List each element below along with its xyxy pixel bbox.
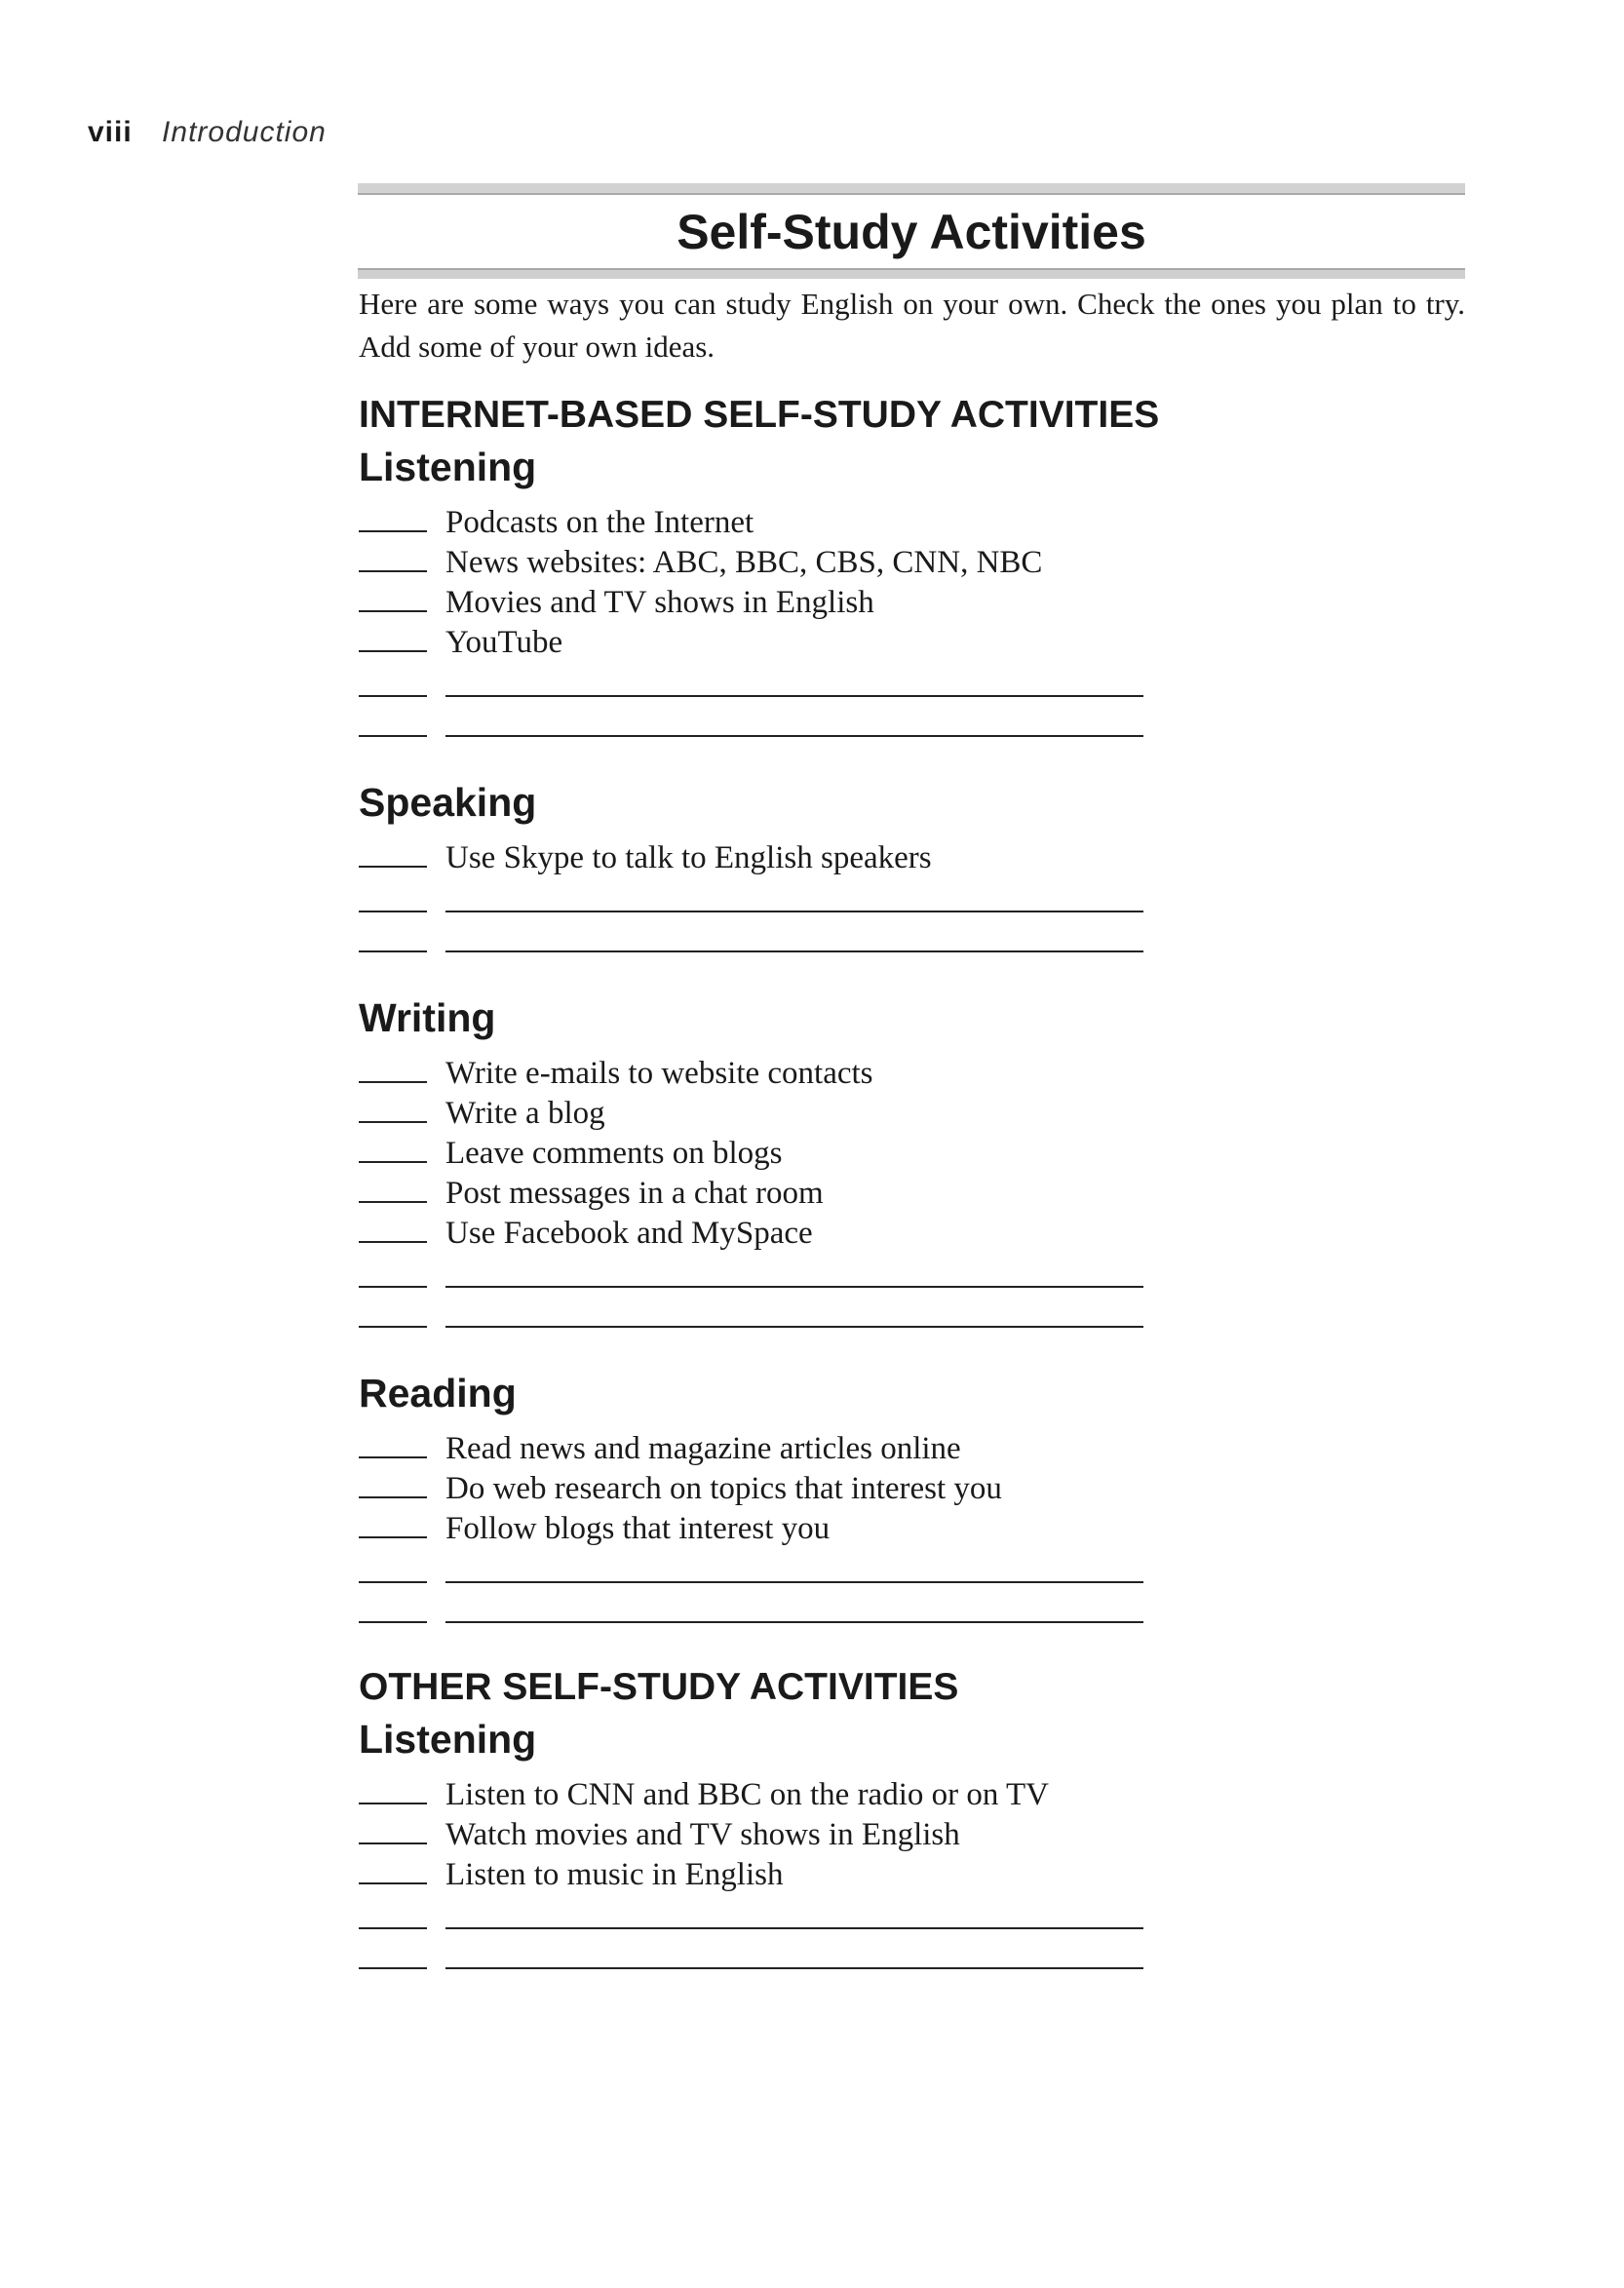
check-blank[interactable] [359,1882,427,1884]
check-blank[interactable] [359,1161,427,1163]
check-blank[interactable] [359,950,427,952]
write-in-row[interactable] [359,663,1465,703]
section-heading: Listening [359,1717,537,1762]
check-blank[interactable] [359,1081,427,1083]
intro-paragraph: Here are some ways you can study English on your own. Check the ones you plan to try. Add some of your own ideas. [359,287,1465,364]
activity-list [359,1775,1465,1975]
activity-item[interactable] [359,503,1465,543]
section-heading: Writing [359,995,496,1040]
check-blank[interactable] [359,1241,427,1243]
section-heading: Listening [359,445,537,489]
content [359,283,1465,1975]
section-listening [359,443,1465,743]
activity-item[interactable] [359,1429,1465,1469]
page-title: Self-Study Activities [677,205,1146,259]
section-writing [359,993,1465,1334]
check-blank[interactable] [359,1536,427,1538]
write-in-line[interactable] [445,1286,1143,1288]
title-rule-top [358,183,1465,195]
check-blank[interactable] [359,735,427,737]
write-in-row[interactable] [359,703,1465,743]
activity-label: YouTube [445,625,563,660]
activity-list [359,1429,1465,1629]
activity-label: Write a blog [445,1096,605,1131]
write-in-line[interactable] [445,911,1143,912]
section-speaking [359,778,1465,958]
activity-label: Listen to music in English [445,1857,784,1892]
check-blank[interactable] [359,650,427,652]
activity-label: Watch movies and TV shows in English [445,1817,960,1852]
write-in-row[interactable] [359,1549,1465,1589]
check-blank[interactable] [359,1496,427,1498]
check-blank[interactable] [359,1201,427,1203]
check-blank[interactable] [359,1326,427,1328]
activity-item[interactable] [359,1815,1465,1855]
write-in-row[interactable] [359,1294,1465,1334]
running-head [88,115,327,150]
section-reading [359,1369,1465,1629]
activity-item[interactable] [359,1469,1465,1509]
write-in-line[interactable] [445,695,1143,697]
check-blank[interactable] [359,1927,427,1929]
check-blank[interactable] [359,530,427,532]
running-head-section: Introduction [162,116,327,148]
write-in-line[interactable] [445,1927,1143,1929]
activity-label: Use Skype to talk to English speakers [445,840,932,875]
write-in-row[interactable] [359,1895,1465,1935]
check-blank[interactable] [359,866,427,868]
activity-list [359,838,1465,958]
activity-item[interactable] [359,543,1465,583]
activity-list [359,503,1465,743]
activity-item[interactable] [359,1855,1465,1895]
write-in-row[interactable] [359,878,1465,918]
write-in-line[interactable] [445,735,1143,737]
check-blank[interactable] [359,1456,427,1458]
activity-label: Movies and TV shows in English [445,585,874,620]
activity-label: News websites: ABC, BBC, CBS, CNN, NBC [445,545,1043,580]
write-in-row[interactable] [359,918,1465,958]
write-in-line[interactable] [445,1621,1143,1623]
check-blank[interactable] [359,695,427,697]
activity-item[interactable] [359,1174,1465,1214]
section-listening [359,1715,1465,1975]
activity-label: Leave comments on blogs [445,1136,783,1171]
activity-item[interactable] [359,838,1465,878]
write-in-line[interactable] [445,950,1143,952]
write-in-line[interactable] [445,1326,1143,1328]
activity-item[interactable] [359,1134,1465,1174]
activity-item[interactable] [359,1775,1465,1815]
activity-label: Use Facebook and MySpace [445,1216,813,1251]
check-blank[interactable] [359,610,427,612]
activity-label: Read news and magazine articles online [445,1431,961,1466]
activity-label: Do web research on topics that interest you [445,1471,1002,1506]
activity-item[interactable] [359,1214,1465,1254]
check-blank[interactable] [359,1842,427,1844]
check-blank[interactable] [359,1286,427,1288]
part-other [359,1664,1465,1975]
activity-list [359,1054,1465,1334]
activity-item[interactable] [359,1509,1465,1549]
part-heading: INTERNET-BASED SELF-STUDY ACTIVITIES [359,394,1160,436]
check-blank[interactable] [359,1621,427,1623]
check-blank[interactable] [359,570,427,572]
part-internet-based [359,392,1465,1629]
activity-item[interactable] [359,583,1465,623]
write-in-line[interactable] [445,1581,1143,1583]
activity-label: Write e-mails to website contacts [445,1056,873,1091]
activity-label: Podcasts on the Internet [445,505,754,540]
page-number: viii [88,116,133,148]
write-in-line[interactable] [445,1967,1143,1969]
check-blank[interactable] [359,1803,427,1804]
activity-item[interactable] [359,1094,1465,1134]
check-blank[interactable] [359,911,427,912]
title-rule-bottom [358,268,1465,279]
section-heading: Speaking [359,780,537,825]
write-in-row[interactable] [359,1254,1465,1294]
activity-label: Follow blogs that interest you [445,1511,831,1546]
write-in-row[interactable] [359,1935,1465,1975]
write-in-row[interactable] [359,1589,1465,1629]
section-heading: Reading [359,1371,517,1415]
activity-label: Listen to CNN and BBC on the radio or on TV [445,1777,1050,1812]
activity-item[interactable] [359,1054,1465,1094]
part-heading: OTHER SELF-STUDY ACTIVITIES [359,1666,959,1708]
activity-label: Post messages in a chat room [445,1176,824,1211]
activity-item[interactable] [359,623,1465,663]
title-block [358,183,1465,279]
check-blank[interactable] [359,1121,427,1123]
check-blank[interactable] [359,1967,427,1969]
check-blank[interactable] [359,1581,427,1583]
